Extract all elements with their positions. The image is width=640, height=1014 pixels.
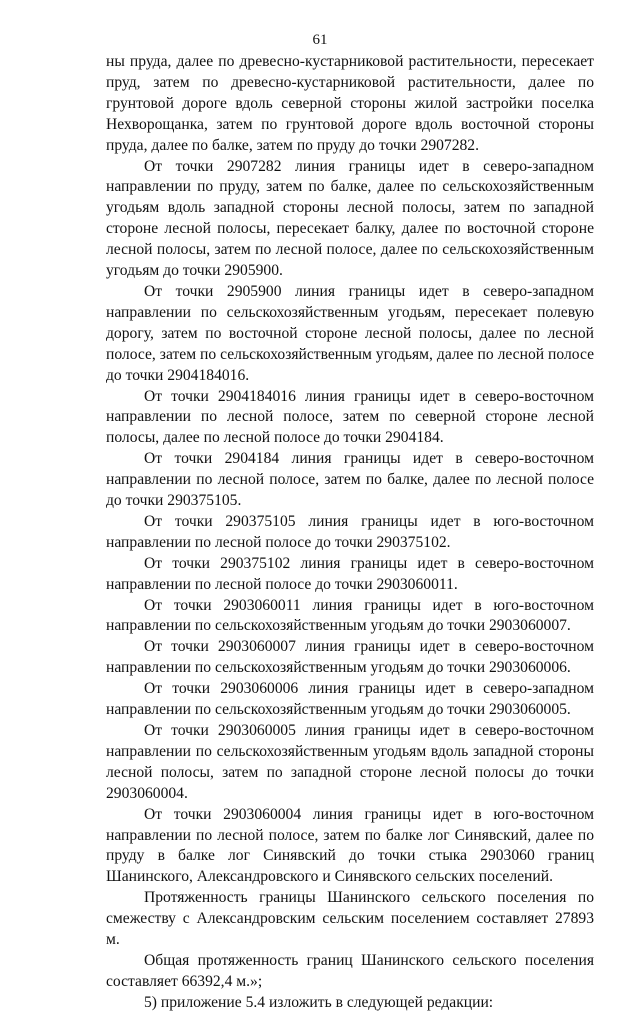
- paragraph: От точки 2907282 линия границы идет в северо-западном направлении по пруду, затем по балке, далее по сельскохозяйственным угодьям вдоль западной стороны лесной полосы, затем по западной стороне лесной полосы, пересекает балку, далее по восточной стороне лесной полосы, затем по лесной полосе, далее по сельскохозяйственным угодьям до точки 2905900.: [106, 157, 594, 280]
- paragraph: От точки 2903060007 линия границы идет в северо-восточном направлении по сельскохозяйственным угодьям до точки 2903060006.: [106, 638, 594, 677]
- document-body: [106, 52, 594, 1014]
- paragraph: ны пруда, далее по древесно-кустарниковой растительности, пересекает пруд, затем по древесно-кустарниковой растительности, далее по грунтовой дороге вдоль северной стороны жилой застройки поселка Нехворощанка, затем по грунтовой дороге вдоль восточной стороны пруда, далее по балке, затем по пруду до точки 2907282.: [106, 53, 594, 154]
- paragraph: Протяженность границы Шанинского сельского поселения по смежеству с Александровским сельским поселением составляет 27893 м.: [106, 889, 594, 949]
- page-number: 61: [312, 32, 328, 48]
- paragraph: От точки 2903060005 линия границы идет в северо-восточном направлении по сельскохозяйственным угодьям вдоль западной стороны лесной полосы, затем по западной стороне лесной полосы до точки 2903060004.: [106, 722, 594, 802]
- paragraph: От точки 290375105 линия границы идет в юго-восточном направлении по лесной полосе до точки 290375102.: [106, 512, 594, 551]
- paragraph: 5) приложение 5.4 изложить в следующей редакции:: [144, 993, 494, 1011]
- paragraph: От точки 2905900 линия границы идет в северо-западном направлении по сельскохозяйственным угодьям, пересекает полевую дорогу, затем по восточной стороне лесной полосы, далее по лесной полосе, затем по сельскохозяйственным угодьям, далее по лесной полосе до точки 2904184016.: [106, 282, 594, 384]
- paragraph: От точки 2903060011 линия границы идет в юго-восточном направлении по сельскохозяйственным угодьям до точки 2903060007.: [106, 596, 594, 635]
- paragraph: Общая протяженность границ Шанинского сельского поселения составляет 66392,4 м.»;: [106, 951, 594, 990]
- paragraph: От точки 2903060006 линия границы идет в северо-западном направлении по сельскохозяйственным угодьям до точки 2903060005.: [106, 680, 594, 719]
- paragraph: От точки 290375102 линия границы идет в северо-восточном направлении по лесной полосе до точки 2903060011.: [106, 554, 594, 593]
- paragraph: От точки 2904184016 линия границы идет в северо-восточном направлении по лесной полосе, затем по северной стороне лесной полосы, далее по лесной полосе до точки 2904184.: [106, 387, 594, 447]
- paragraph: От точки 2904184 линия границы идет в северо-восточном направлении по лесной полосе, затем по балке, далее по лесной полосе до точки 290375105.: [106, 450, 594, 510]
- paragraph: От точки 2903060004 линия границы идет в юго-восточном направлении по лесной полосе, затем по балке лог Синявский, далее по пруду в балке лог Синявский до точки стыка 2903060 границ Шанинского, Александровского и Синявского сельских поселений.: [106, 805, 594, 886]
